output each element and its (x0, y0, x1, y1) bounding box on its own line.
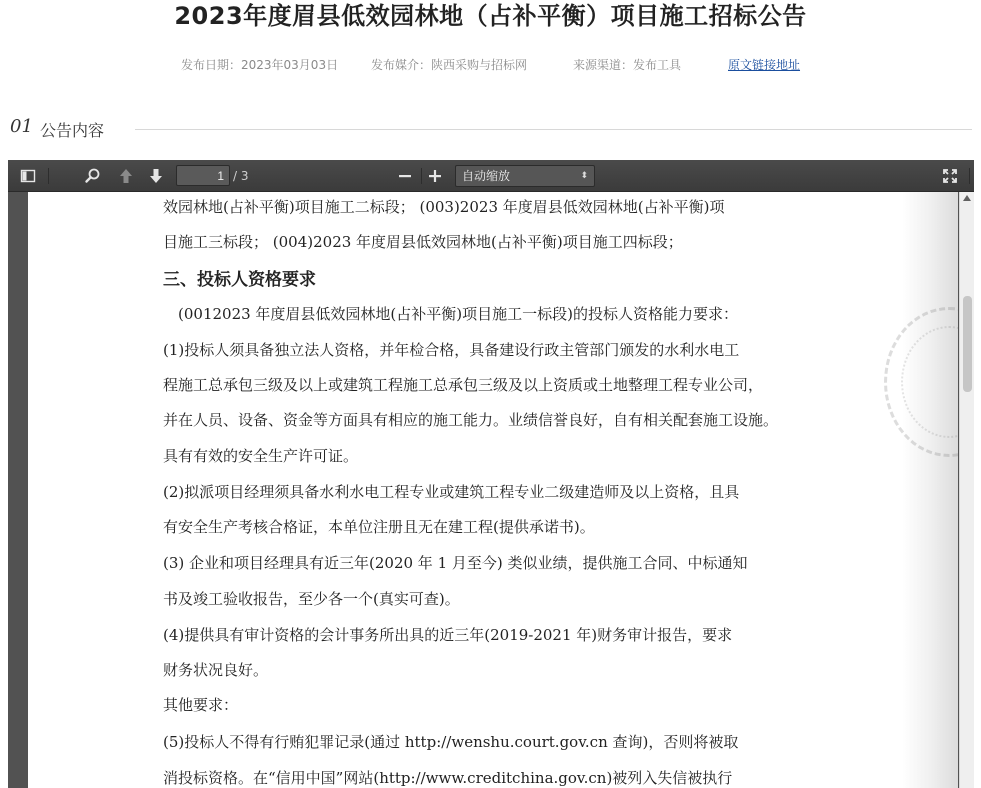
document-line: (4)提供具有审计资格的会计事务所出具的近三年(2019-2021 年)财务审计报告，要求 (163, 626, 733, 644)
viewer-toolbar (8, 160, 974, 192)
page-total: / 3 (233, 169, 249, 183)
vertical-scrollbar[interactable] (959, 192, 974, 788)
section-heading: 三、投标人资格要求 (163, 270, 316, 290)
zoom-in-icon[interactable] (425, 166, 445, 186)
section-divider (135, 129, 972, 130)
document-area[interactable] (8, 192, 959, 788)
previous-page-icon[interactable] (116, 166, 136, 186)
document-line: 书及竣工验收报告，至少各一个(真实可查)。 (163, 590, 460, 608)
document-line: 程施工总承包三级及以上或建筑工程施工总承包三级及以上资质或土地整理工程专业公司， (163, 376, 764, 394)
document-line: (1)投标人须具备独立法人资格，并年检合格，具备建设行政主管部门颁发的水利水电工 (163, 341, 740, 359)
page-title: 2023年度眉县低效园林地（占补平衡）项目施工招标公告 (174, 2, 807, 30)
search-icon[interactable] (83, 166, 103, 186)
pdf-viewer (8, 160, 974, 788)
zoom-out-icon[interactable] (395, 166, 415, 186)
meta-bar (0, 54, 981, 74)
toolbar-separator (969, 168, 970, 184)
document-line: 其他要求： (163, 696, 239, 714)
original-link[interactable]: 原文链接地址 (728, 58, 801, 72)
section-header (10, 116, 972, 142)
section-label: 公告内容 (40, 121, 105, 140)
scroll-up-icon[interactable] (963, 195, 971, 201)
sidebar-toggle-icon[interactable] (18, 166, 38, 186)
document-line: (0012023 年度眉县低效园林地(占补平衡)项目施工一标段)的投标人资格能力要求： (163, 305, 738, 323)
document-line: 目施工三标段； (004)2023 年度眉县低效园林地(占补平衡)项目施工四标段； (163, 233, 683, 251)
document-line: (5)投标人不得有行贿犯罪记录(通过 http://wenshu.court.gov.cn 查询)，否则将被取 (163, 733, 739, 751)
document-line: (3) 企业和项目经理具有近三年(2020 年 1 月至今) 类似业绩，提供施工合同、中标通知 (163, 554, 748, 572)
page-number-input[interactable] (176, 165, 230, 186)
section-number: 01 (10, 116, 33, 137)
source-channel: 来源渠道：发布工具 (573, 58, 682, 72)
publish-date: 发布日期：2023年03月03日 (181, 58, 339, 72)
scroll-thumb[interactable] (963, 296, 972, 392)
publish-media: 发布媒介：陕西采购与招标网 (371, 58, 528, 72)
chevron-updown-icon: ⬍ (580, 171, 588, 181)
document-line: (2)拟派项目经理须具备水利水电工程专业或建筑工程专业二级建造师及以上资格，且具 (163, 483, 740, 501)
document-page (28, 192, 958, 788)
zoom-select[interactable] (455, 165, 595, 187)
document-line: 财务状况良好。 (163, 661, 269, 679)
document-line: 消投标资格。在“信用中国”网站(http://www.creditchina.gov.cn)被列入失信被执行 (163, 769, 733, 787)
next-page-icon[interactable] (146, 166, 166, 186)
zoom-value: 自动缩放 (462, 169, 511, 183)
document-line: 有安全生产考核合格证，本单位注册且无在建工程(提供承诺书)。 (163, 518, 595, 536)
document-line: 具有有效的安全生产许可证。 (163, 447, 359, 465)
toolbar-separator (421, 168, 422, 184)
official-seal-stamp (884, 307, 958, 457)
toolbar-separator (48, 168, 49, 184)
fullscreen-icon[interactable] (940, 166, 960, 186)
document-line: 并在人员、设备、资金等方面具有相应的施工能力。业绩信誉良好，自有相关配套施工设施。 (163, 411, 779, 429)
document-line: 效园林地(占补平衡)项目施工二标段； (003)2023 年度眉县低效园林地(占补平衡)项 (163, 198, 725, 216)
